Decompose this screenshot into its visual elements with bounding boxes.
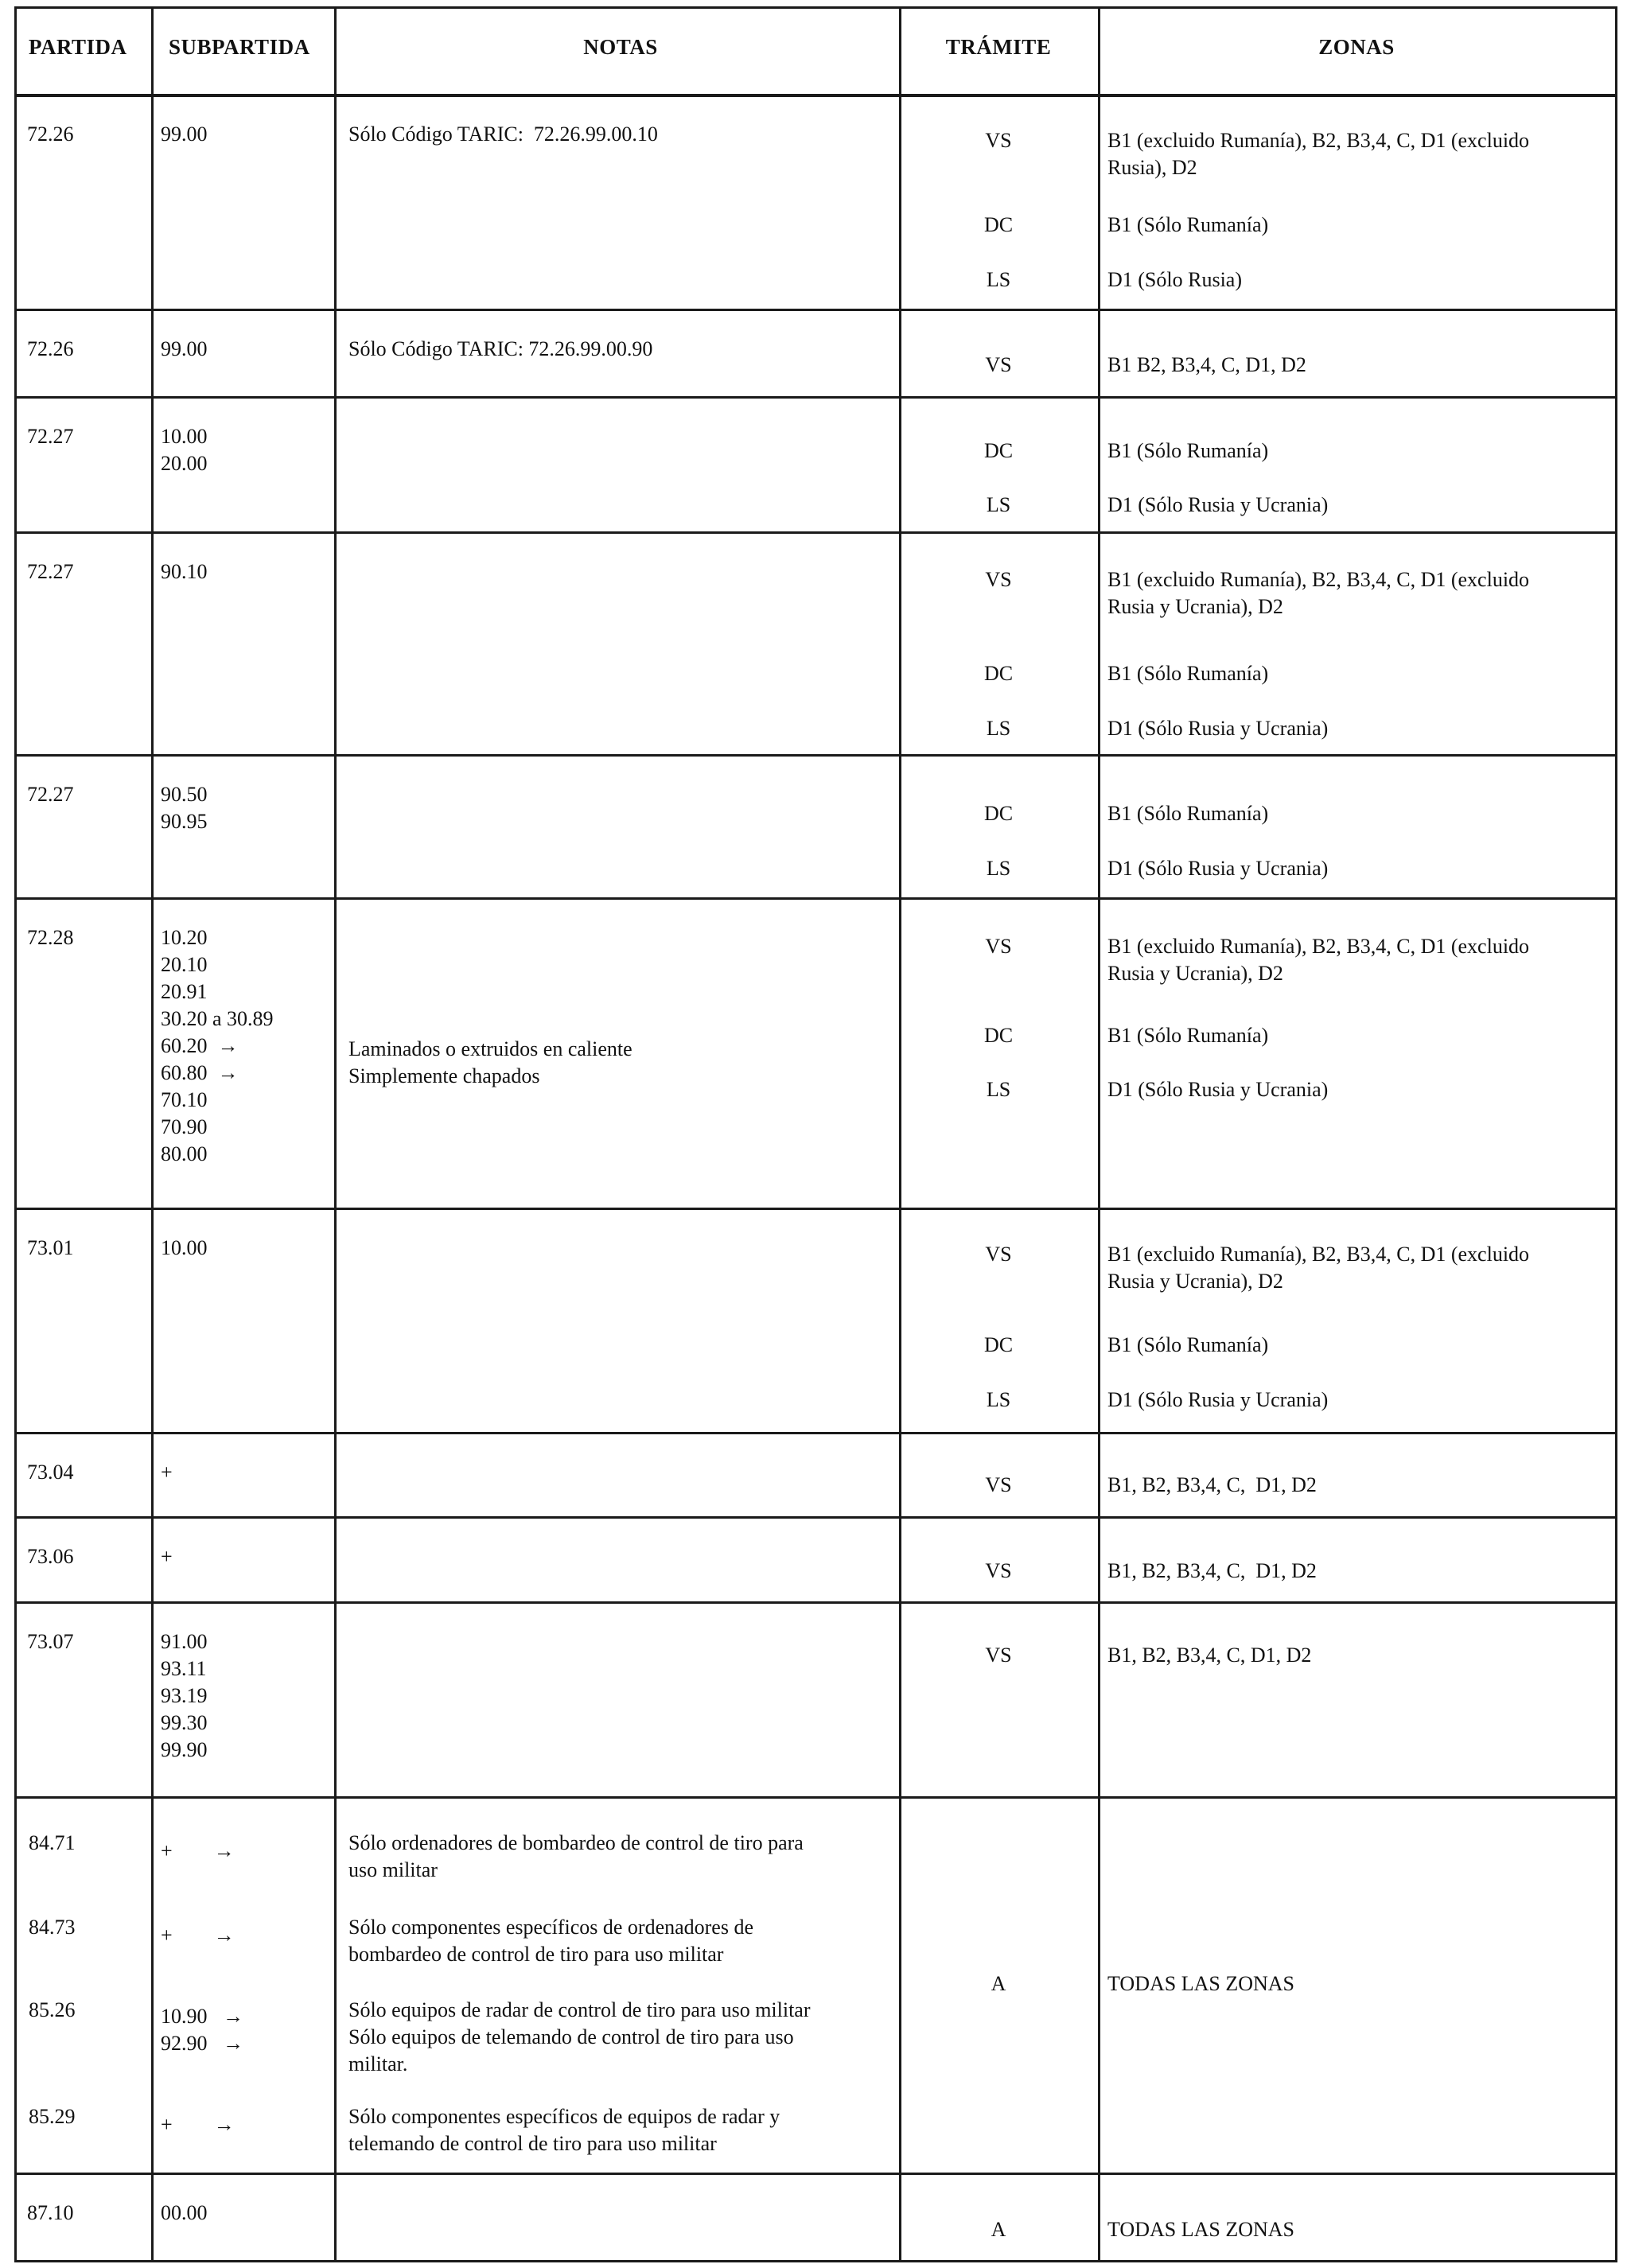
zonas-cell: D1 (Sólo Rusia): [1107, 268, 1242, 291]
zonas-cell: B1 (Sólo Rumanía): [1107, 1333, 1269, 1356]
header-tramite: TRÁMITE: [945, 35, 1052, 59]
tramite-cell: VS: [985, 353, 1012, 376]
zonas-cell: B1 (Sólo Rumanía): [1107, 439, 1269, 462]
subpartida-cell: 10.90 →: [161, 2005, 243, 2028]
tramite-cell: DC: [983, 1024, 1014, 1047]
header-zonas: ZONAS: [1318, 35, 1395, 59]
subpartida-cell: 99.00: [161, 123, 208, 146]
notas-cell: militar.: [348, 2052, 408, 2075]
zonas-cell: D1 (Sólo Rusia y Ucrania): [1107, 1388, 1329, 1411]
notas-cell: telemando de control de tiro para uso militar: [348, 2132, 717, 2155]
subpartida-cell: 90.95: [161, 810, 208, 833]
tramite-cell: A: [991, 1972, 1006, 1995]
row-divider: [14, 1601, 1615, 1604]
tramite-cell: LS: [986, 1388, 1011, 1411]
subpartida-cell: 93.11: [161, 1657, 207, 1680]
subpartida-cell: 10.20: [161, 926, 208, 949]
subpartida-cell: 93.19: [161, 1684, 208, 1707]
subpartida-cell: 90.10: [161, 560, 208, 583]
zonas-cell: B1, B2, B3,4, C, D1, D2: [1107, 1559, 1317, 1582]
zonas-cell: B1, B2, B3,4, C, D1, D2: [1107, 1473, 1317, 1496]
subpartida-cell: 70.90: [161, 1115, 208, 1138]
tramite-cell: VS: [985, 1473, 1012, 1496]
subpartida-cell: 10.00: [161, 1236, 208, 1259]
zonas-cell: TODAS LAS ZONAS: [1107, 2218, 1294, 2241]
zonas-cell: B1 (excluido Rumanía), B2, B3,4, C, D1 (excluido: [1107, 568, 1530, 591]
zonas-cell: Rusia y Ucrania), D2: [1107, 962, 1283, 985]
tramite-cell: VS: [985, 935, 1012, 958]
partida-cell: 73.07: [27, 1630, 74, 1653]
partida-cell: 87.10: [27, 2201, 74, 2224]
row-divider: [14, 897, 1615, 900]
partida-cell: 72.27: [27, 783, 74, 806]
partida-cell: 73.06: [27, 1545, 74, 1568]
partida-cell: 73.01: [27, 1236, 74, 1259]
header-notas: NOTAS: [583, 35, 658, 59]
partida-cell: 72.27: [27, 425, 74, 448]
notas-cell: Simplemente chapados: [348, 1064, 540, 1087]
zonas-cell: D1 (Sólo Rusia y Ucrania): [1107, 493, 1329, 516]
subpartida-cell: 92.90 →: [161, 2032, 243, 2055]
zonas-cell: B1 (excluido Rumanía), B2, B3,4, C, D1 (excluido: [1107, 935, 1530, 958]
notas-cell: bombardeo de control de tiro para uso militar: [348, 1943, 724, 1966]
tramite-cell: VS: [985, 568, 1012, 591]
notas-cell: Sólo Código TARIC: 72.26.99.00.90: [348, 337, 653, 360]
tramite-cell: DC: [983, 213, 1014, 236]
zonas-cell: D1 (Sólo Rusia y Ucrania): [1107, 717, 1329, 740]
table-bottom-border: [14, 2260, 1615, 2262]
tramite-cell: LS: [986, 717, 1011, 740]
subpartida-cell: +: [161, 1461, 173, 1484]
tramite-cell: VS: [985, 129, 1012, 152]
zonas-cell: Rusia y Ucrania), D2: [1107, 1270, 1283, 1293]
row-divider: [14, 2173, 1615, 2175]
subpartida-cell: 99.90: [161, 1738, 208, 1761]
notas-cell: Sólo ordenadores de bombardeo de control de tiro para: [348, 1831, 804, 1854]
zonas-cell: B1 (Sólo Rumanía): [1107, 213, 1269, 236]
notas-cell: Sólo componentes específicos de ordenadores de: [348, 1916, 754, 1939]
subpartida-cell: 20.10: [161, 953, 208, 976]
zonas-cell: B1 (excluido Rumanía), B2, B3,4, C, D1 (excluido: [1107, 129, 1530, 152]
partida-cell: 85.26: [29, 1998, 76, 2021]
subpartida-cell: 20.00: [161, 452, 208, 475]
subpartida-cell: 20.91: [161, 980, 208, 1003]
subpartida-cell: 90.50: [161, 783, 208, 806]
row-divider: [14, 754, 1615, 757]
partida-cell: 73.04: [27, 1461, 74, 1484]
subpartida-cell: 30.20 a 30.89: [161, 1007, 274, 1030]
zonas-cell: Rusia y Ucrania), D2: [1107, 595, 1283, 618]
tramite-cell: VS: [985, 1559, 1012, 1582]
row-divider: [14, 396, 1615, 399]
notas-cell: Sólo equipos de telemando de control de tiro para uso: [348, 2025, 794, 2048]
partida-cell: 84.73: [29, 1916, 76, 1939]
subpartida-cell: +: [161, 1545, 173, 1568]
subpartida-cell: 10.00: [161, 425, 208, 448]
column-divider: [151, 6, 154, 2262]
row-divider: [14, 1432, 1615, 1434]
subpartida-cell: 60.80 →: [161, 1061, 239, 1084]
zonas-cell: B1 (Sólo Rumanía): [1107, 1024, 1269, 1047]
row-divider: [14, 1516, 1615, 1519]
row-divider: [14, 309, 1615, 311]
column-divider: [1615, 6, 1617, 2262]
tramite-cell: VS: [985, 1243, 1012, 1266]
row-divider: [14, 531, 1615, 534]
zonas-cell: D1 (Sólo Rusia y Ucrania): [1107, 1078, 1329, 1101]
tramite-cell: DC: [983, 662, 1014, 685]
partida-cell: 84.71: [29, 1831, 76, 1854]
zonas-cell: Rusia), D2: [1107, 156, 1197, 179]
tramite-cell: LS: [986, 857, 1011, 880]
tramite-cell: DC: [983, 1333, 1014, 1356]
subpartida-cell: 60.20 →: [161, 1034, 239, 1057]
subpartida-cell: 70.10: [161, 1088, 208, 1111]
partida-cell: 85.29: [29, 2105, 76, 2128]
subpartida-cell: 99.00: [161, 337, 208, 360]
subpartida-cell: 00.00: [161, 2201, 208, 2224]
zonas-cell: B1 (Sólo Rumanía): [1107, 802, 1269, 825]
tramite-cell: VS: [985, 1644, 1012, 1667]
subpartida-cell: 91.00: [161, 1630, 208, 1653]
zonas-cell: B1 B2, B3,4, C, D1, D2: [1107, 353, 1306, 376]
row-divider: [14, 1208, 1615, 1210]
header-subpartida: SUBPARTIDA: [169, 35, 310, 59]
subpartida-cell: 99.30: [161, 1711, 208, 1734]
table-top-border: [14, 6, 1615, 9]
zonas-cell: TODAS LAS ZONAS: [1107, 1972, 1294, 1995]
subpartida-cell: + →: [161, 1839, 235, 1862]
partida-cell: 72.26: [27, 123, 74, 146]
notas-cell: Laminados o extruidos en caliente: [348, 1037, 633, 1060]
tramite-cell: DC: [983, 802, 1014, 825]
subpartida-cell: + →: [161, 2113, 235, 2136]
tramite-cell: LS: [986, 268, 1011, 291]
header-bottom-border: [14, 94, 1615, 97]
tramite-cell: DC: [983, 439, 1014, 462]
tramite-cell: LS: [986, 493, 1011, 516]
column-divider: [1098, 6, 1100, 2262]
column-divider: [14, 6, 17, 2262]
notas-cell: uso militar: [348, 1858, 438, 1881]
column-divider: [899, 6, 901, 2262]
zonas-cell: D1 (Sólo Rusia y Ucrania): [1107, 857, 1329, 880]
notas-cell: Sólo Código TARIC: 72.26.99.00.10: [348, 123, 658, 146]
column-divider: [334, 6, 337, 2262]
partida-cell: 72.26: [27, 337, 74, 360]
header-partida: PARTIDA: [29, 35, 127, 59]
zonas-cell: B1 (Sólo Rumanía): [1107, 662, 1269, 685]
row-divider: [14, 1796, 1615, 1799]
zonas-cell: B1, B2, B3,4, C, D1, D2: [1107, 1644, 1312, 1667]
zonas-cell: B1 (excluido Rumanía), B2, B3,4, C, D1 (excluido: [1107, 1243, 1530, 1266]
notas-cell: Sólo componentes específicos de equipos de radar y: [348, 2105, 780, 2128]
tramite-cell: LS: [986, 1078, 1011, 1101]
tramite-cell: A: [991, 2218, 1006, 2241]
partida-cell: 72.28: [27, 926, 74, 949]
subpartida-cell: 80.00: [161, 1142, 208, 1165]
notas-cell: Sólo equipos de radar de control de tiro para uso militar: [348, 1998, 811, 2021]
partida-cell: 72.27: [27, 560, 74, 583]
subpartida-cell: + →: [161, 1924, 235, 1947]
